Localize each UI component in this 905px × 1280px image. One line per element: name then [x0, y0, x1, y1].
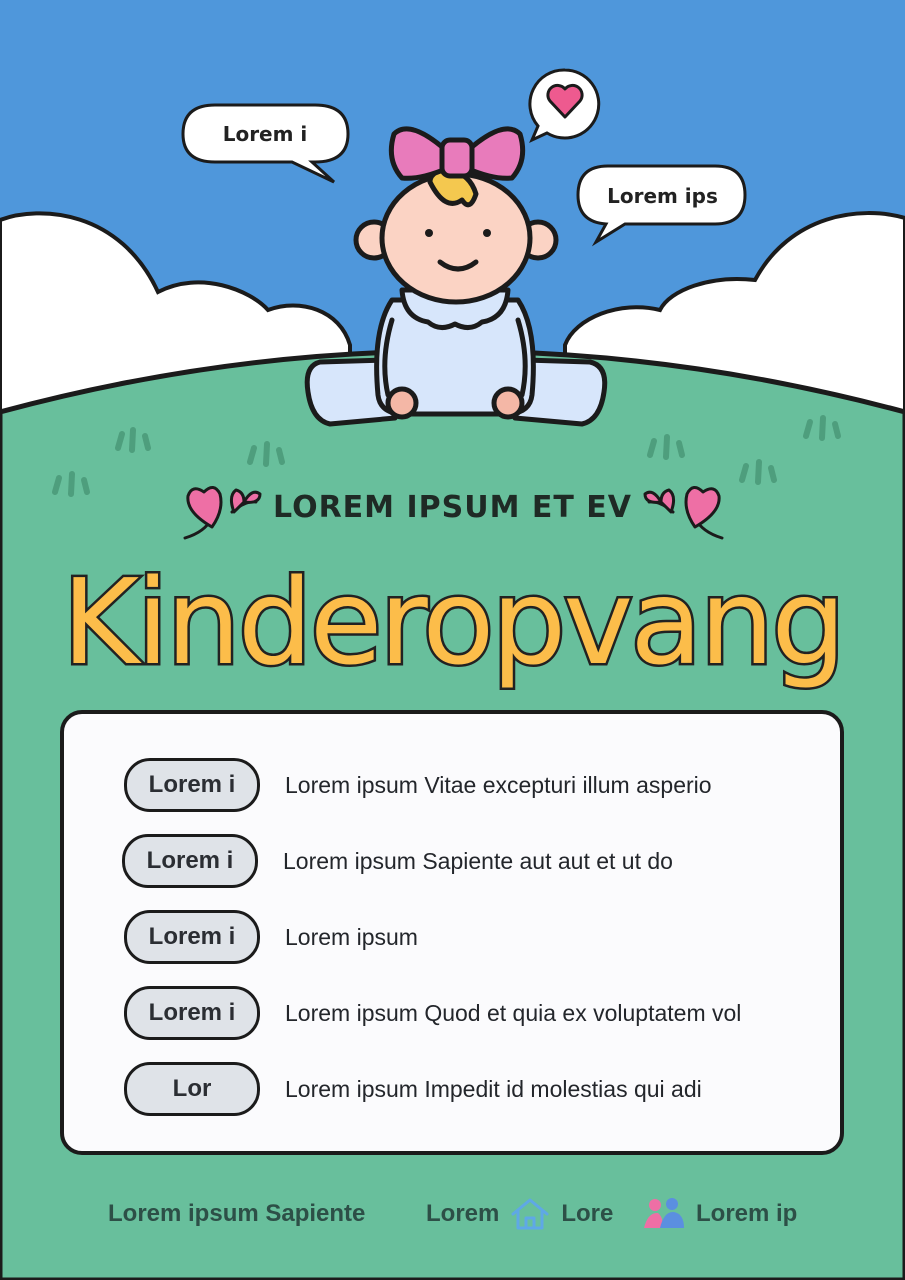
footer-contact: [426, 1192, 613, 1236]
house-icon: [509, 1197, 551, 1231]
footer-mid-label-b: Lore: [561, 1200, 614, 1227]
tagline: LOREM IPSUM ET EV: [273, 490, 632, 525]
footer-left-label: Lorem ipsum Sapiente: [108, 1200, 366, 1227]
schedule-row: [124, 758, 712, 812]
schedule-row-text: Lorem ipsum Vitae excepturi illum asperio: [285, 771, 712, 798]
schedule-label-badge: Lorem i: [124, 986, 260, 1040]
schedule-row: [124, 1062, 702, 1116]
schedule-label-badge: Lorem i: [122, 834, 258, 888]
schedule-row: [122, 834, 673, 888]
schedule-row-text: Lorem ipsum Impedit id molestias qui adi: [285, 1075, 702, 1102]
schedule-row-text: Lorem ipsum Sapiente aut aut et ut do: [283, 847, 673, 874]
schedule-label-badge: Lor: [124, 1062, 260, 1116]
heart-bubble-icon: [530, 70, 599, 140]
schedule-label-badge: Lorem i: [124, 910, 260, 964]
schedule-row-text: Lorem ipsum Quod et quia ex voluptatem vol: [285, 999, 742, 1026]
schedule-row-text: Lorem ipsum: [285, 923, 418, 950]
schedule-label-badge: Lorem i: [124, 758, 260, 812]
footer-right-label: Lorem ip: [696, 1200, 798, 1227]
people-icon: [642, 1196, 686, 1232]
schedule-card: [60, 710, 844, 1155]
speech-bubble-left-text: Lorem i: [222, 122, 308, 146]
speech-bubble-right-text: Lorem ips: [607, 184, 718, 208]
page-title: Kinderopvang: [61, 553, 844, 691]
schedule-row: [124, 986, 741, 1040]
footer-mid-label-a: Lorem: [426, 1200, 500, 1227]
footer-left-text: [108, 1192, 365, 1236]
footer-right: [642, 1192, 797, 1236]
schedule-row: [124, 910, 418, 964]
